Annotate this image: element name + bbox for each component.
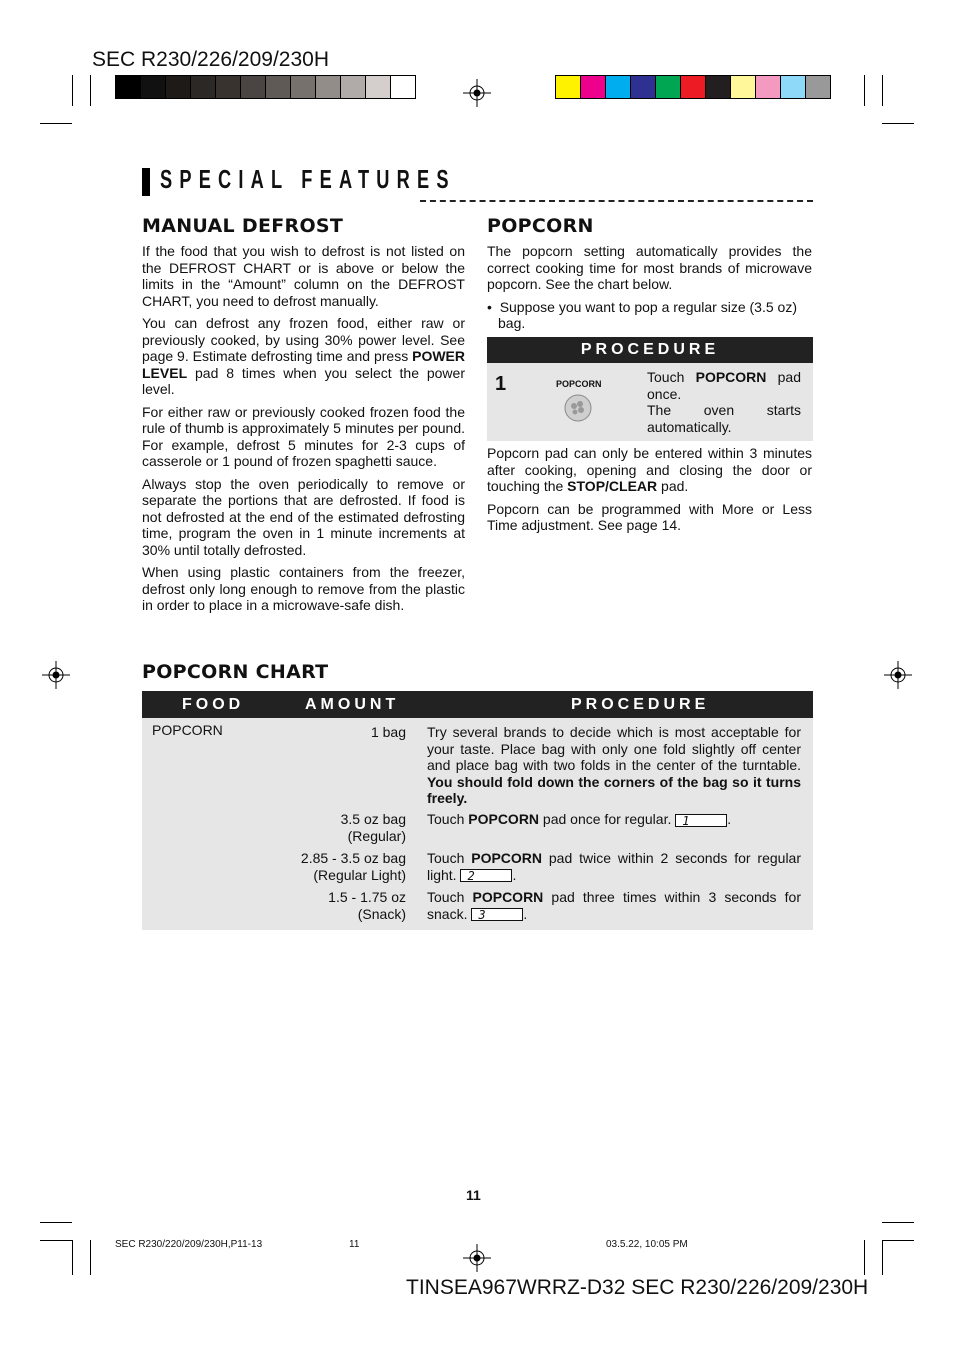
color-swatch	[266, 76, 291, 98]
registration-mark-icon	[463, 1244, 491, 1272]
color-swatch	[341, 76, 366, 98]
registration-mark-icon	[463, 79, 491, 107]
footer-file-name: SEC R230/220/209/230H,P11-13	[115, 1239, 263, 1250]
amount-cell: 3.5 oz bag (Regular)	[340, 811, 406, 844]
display-readout: 3	[471, 908, 523, 921]
step-text: Touch POPCORN pad once. The oven starts automatically.	[647, 369, 802, 435]
footer-timestamp: 03.5.22, 10:05 PM	[606, 1239, 688, 1250]
color-swatch	[316, 76, 341, 98]
registration-mark-icon	[42, 661, 70, 689]
popcorn-notes	[487, 445, 812, 540]
footer-page-ref: 11	[349, 1239, 360, 1250]
section-title-bar	[142, 168, 150, 196]
paragraph: If the food that you wish to defrost is not listed on the DEFROST CHART or is above or below the limits in the “Amount” column on the DEFROST CHART, you need to defrost manually.	[142, 243, 465, 309]
paragraph: Always stop the oven periodically to remove or separate the portions that are defrosted. If food is not defrosted at the end of the estimated defrosting time, program the oven in 1 minute increments at 30% until totally defrosted.	[142, 475, 465, 558]
color-swatch	[706, 76, 731, 98]
procedure-bar: PROCEDURE	[487, 337, 813, 363]
popcorn-intro	[487, 243, 812, 338]
display-readout: 1	[675, 814, 727, 827]
color-swatch	[291, 76, 316, 98]
popcorn-chart-heading: POPCORN CHART	[142, 661, 329, 683]
popcorn-pad-icon	[563, 393, 593, 423]
popcorn-pad-label: POPCORN	[556, 379, 602, 389]
bullet-item: • Suppose you want to pop a regular size (3.5 oz) bag.	[487, 298, 797, 331]
color-swatch	[656, 76, 681, 98]
color-swatch	[116, 76, 141, 98]
color-swatch	[216, 76, 241, 98]
header-model-title: SEC R230/226/209/230H	[92, 48, 329, 71]
color-swatch	[631, 76, 656, 98]
color-swatch	[806, 76, 830, 98]
popcorn-heading: POPCORN	[487, 215, 594, 237]
color-calibration-bar	[555, 75, 831, 99]
paragraph: Popcorn can be programmed with More or Less Time adjustment. See page 14.	[487, 500, 812, 533]
color-swatch	[141, 76, 166, 98]
color-swatch	[606, 76, 631, 98]
color-swatch	[781, 76, 806, 98]
procedure-cell: Touch POPCORN pad twice within 2 seconds for regular light. 2 .	[427, 850, 802, 884]
amount-cell: 1.5 - 1.75 oz (Snack)	[328, 889, 406, 922]
gray-calibration-bar	[115, 75, 416, 99]
paragraph: You can defrost any frozen food, either raw or previously cooked, by using 30% power level. See page 9. Estimate defrosting time and press POWER LEVEL pad 8 times when you select the power level.	[142, 315, 465, 397]
amount-cell: 2.85 - 3.5 oz bag (Regular Light)	[300, 850, 406, 883]
footer-model-title: TINSEA967WRRZ-D32 SEC R230/226/209/230H	[406, 1276, 869, 1299]
color-swatch	[191, 76, 216, 98]
procedure-cell: Try several brands to decide which is most acceptable for your taste. Place bag with only one fold slightly off center and place bag with two folds in the center of the turntable. You should fold down the corners of the bag so it turns freely.	[427, 724, 801, 806]
food-cell: POPCORN	[152, 722, 223, 738]
amount-cell: 1 bag	[370, 724, 406, 740]
chart-body	[142, 718, 813, 930]
color-swatch	[241, 76, 266, 98]
color-swatch	[581, 76, 606, 98]
procedure-cell: Touch POPCORN pad three times within 3 seconds for snack. 3 .	[427, 889, 801, 923]
paragraph: When using plastic containers from the freezer, defrost only long enough to remove from the plastic in order to place in a microwave-safe dish.	[142, 564, 465, 613]
chart-header-row	[142, 691, 813, 718]
column-header-food: FOOD	[182, 696, 245, 713]
registration-mark-icon	[884, 661, 912, 689]
column-header-procedure: PROCEDURE	[571, 696, 710, 713]
paragraph: Popcorn pad can only be entered within 3 minutes after cooking, opening and closing the door or touching the STOP/CLEAR pad.	[487, 445, 812, 494]
color-swatch	[681, 76, 706, 98]
manual-defrost-heading: MANUAL DEFROST	[142, 215, 344, 237]
color-swatch	[366, 76, 391, 98]
color-swatch	[391, 76, 415, 98]
color-swatch	[756, 76, 781, 98]
manual-defrost-text	[142, 243, 465, 620]
color-swatch	[166, 76, 191, 98]
page-number: 11	[466, 1187, 481, 1203]
procedure-step	[487, 363, 813, 441]
paragraph: For either raw or previously cooked frozen food the rule of thumb is approximately 5 minutes per pound. For example, defrost 5 minutes for 2-3 cups of casserole or 1 pound of frozen spaghetti sauce.	[142, 403, 465, 469]
section-title-dashes	[420, 200, 813, 202]
section-title: SPECIAL FEATURES	[160, 164, 456, 194]
procedure-cell: Touch POPCORN pad once for regular. 1 .	[427, 811, 732, 828]
color-swatch	[731, 76, 756, 98]
color-swatch	[556, 76, 581, 98]
column-header-amount: AMOUNT	[305, 696, 400, 713]
display-readout: 2	[460, 869, 512, 882]
step-number: 1	[495, 373, 507, 395]
paragraph: The popcorn setting automatically provides the correct cooking time for most brands of microwave popcorn. See the chart below.	[487, 243, 812, 292]
